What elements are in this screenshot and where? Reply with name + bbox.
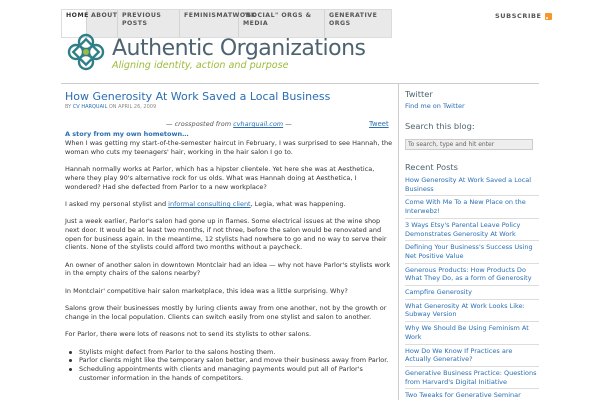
crosspost-note xyxy=(166,120,292,128)
post-body xyxy=(65,139,393,383)
meta-on: ON xyxy=(108,104,117,110)
twitter-heading: Twitter xyxy=(405,89,433,99)
nav-generative-orgs[interactable]: GENERATIVE ORGS xyxy=(329,12,378,27)
crosspost-link[interactable]: cvharquail.com xyxy=(233,120,284,128)
crosspost-prefix: — crossposted from xyxy=(166,120,232,128)
meta-author[interactable]: CV HARQUAIL xyxy=(72,104,108,110)
nav-previous-posts[interactable]: PREVIOUS POSTS xyxy=(118,10,180,37)
recent-post-link[interactable]: Generous Products: How Products Do What They Do, as a form of Generosity xyxy=(405,264,539,286)
logo-title: Authentic Organizations xyxy=(112,36,366,61)
paragraph: An owner of another salon in downtown Montclair had an idea — why not have Parlor's stylists work in the empty chairs of the salons nearby? xyxy=(65,260,391,278)
tweet-button[interactable]: Tweet xyxy=(369,120,389,128)
recent-post-link[interactable]: Why We Should Be Using Feminism At Work xyxy=(405,322,539,344)
paragraph: For Parlor, there were lots of reasons not to send its stylists to other salons. xyxy=(65,330,312,339)
paragraph: In Montclair' competitive hair salon marketplace, this idea was a little surprising. Why? xyxy=(65,286,348,295)
celtic-knot-icon xyxy=(64,30,108,74)
logo-tagline: Aligning identity, action and purpose xyxy=(112,60,289,71)
recent-post-link[interactable]: Two Tweaks for Generative Seminar xyxy=(405,389,539,400)
paragraph: Salons grow their businesses mostly by luring clients away from one another, not by the growth or change in the local population. Clients can switch easily from one stylist and salon to another. xyxy=(65,304,387,321)
subscribe-label: SUBSCRIBE xyxy=(495,12,542,20)
post-lead: A story from my own hometown… xyxy=(65,130,189,138)
recent-post-link[interactable]: Campfire Generosity xyxy=(405,286,539,300)
nav-home[interactable]: HOME xyxy=(62,10,87,37)
nav-about[interactable]: ABOUT xyxy=(87,10,118,37)
paragraph: Just a week earlier, Parlor's salon had gone up in flames. Some electrical issues at the wine shop next door. It would be at least two months, if not three, before the salon would be renovated and open for business again. In the meantime, 12 stylists had nowhere to go and no way to serve their clients. None of the stylists could afford two months without a paycheck. xyxy=(65,217,387,252)
paragraph: Hannah normally works at Parlor, which has a hipster clientele. Yet here she was at Aesthetica, where they play 90's alternative rock for us olds. What was Hannah doing at Aesthetica, I wondered? Had she defected from Parlor to a new workplace? xyxy=(65,165,375,191)
subscribe-link[interactable] xyxy=(495,12,552,20)
paragraph-text: I asked my personal stylist and xyxy=(65,199,167,208)
recent-post-link[interactable]: Come With Me To a New Place on the Interwebz! xyxy=(405,196,539,218)
paragraph xyxy=(65,200,393,209)
post-title[interactable]: How Generosity At Work Saved a Local Business xyxy=(65,90,331,103)
reasons-list xyxy=(65,348,393,383)
recent-post-link[interactable]: How Do We Know If Practices are Actually Generative? xyxy=(405,345,539,367)
search-heading: Search this blog: xyxy=(405,121,475,131)
list-item: Scheduling appointments with clients and managing payments would put all of Parlor's customer information in the hands of competitors. xyxy=(65,365,393,382)
recent-posts-heading: Recent Posts xyxy=(405,162,458,172)
recent-post-link[interactable]: Generative Business Practice: Questions from Harvard's Digital Initiative xyxy=(405,367,539,389)
rss-icon xyxy=(545,13,552,20)
sidebar xyxy=(398,84,539,400)
recent-post-link[interactable]: How Generosity At Work Saved a Local Business xyxy=(405,174,539,196)
recent-posts-list xyxy=(405,174,539,400)
recent-post-link[interactable]: Defining Your Business's Success Using Net Positive Value xyxy=(405,241,539,263)
consulting-client-link[interactable]: informal consulting client xyxy=(168,199,251,208)
recent-post-link[interactable]: 3 Ways Etsy's Parental Leave Policy Demonstrates Generosity At Work xyxy=(405,219,539,241)
list-item: Stylists might defect from Parlor to the salons hosting them. xyxy=(65,348,393,357)
nav-social-orgs[interactable]: "SOCIAL" ORGS & MEDIA xyxy=(239,10,325,37)
meta-by: BY xyxy=(65,104,72,110)
crosspost-suffix: — xyxy=(285,120,292,128)
post-meta xyxy=(65,104,156,110)
paragraph: When I was getting my start-of-the-semester haircut in February, I was surprised to see Hannah, the woman who cuts my teenagers' hair, working in the hair salon I go to. xyxy=(65,139,393,156)
twitter-link[interactable]: Find me on Twitter xyxy=(405,102,465,110)
site-logo[interactable] xyxy=(64,30,366,80)
nav-feminismatwork[interactable]: FEMINISMATWORK xyxy=(180,10,239,37)
recent-post-link[interactable]: What Generosity At Work Looks Like: Subway Version xyxy=(405,300,539,322)
paragraph-text: , Legia, what was happening. xyxy=(250,199,346,208)
list-item: Parlor clients might like the temporary salon better, and move their business away from Parlor. xyxy=(65,356,393,365)
meta-date: APRIL 26, 2009 xyxy=(118,104,157,110)
search-input[interactable] xyxy=(405,139,533,150)
